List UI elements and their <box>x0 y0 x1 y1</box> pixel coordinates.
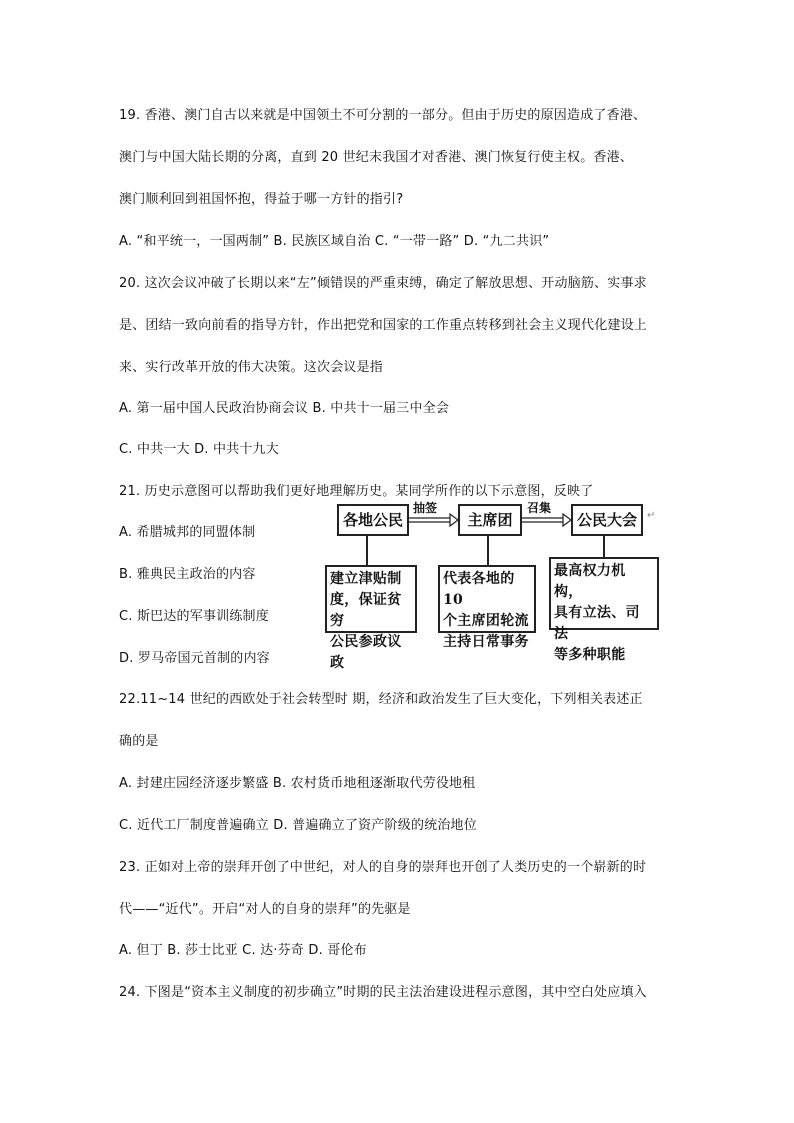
desc-2-line-2: 个主席团轮流 <box>443 613 529 629</box>
box-assembly: 公民大会 <box>571 504 643 536</box>
q19-options: A. “和平统一，一国两制” B. 民族区域自治 C. “一带一路” D. “九二共识” <box>119 234 550 249</box>
q24-line-1: 24. 下图是“资本主义制度的初步确立”时期的民主法治建设进程示意图，其中空白处应填入 <box>119 985 647 1000</box>
q21-option-a: A. 希腊城邦的同盟体制 <box>119 525 256 540</box>
q23-line-1: 23. 正如对上帝的崇拜开创了中世纪，对人的自身的崇拜也开创了人类历史的一个崭新的时 <box>119 860 647 875</box>
q23-line-2: 代——“近代”。开启“对人的自身的崇拜”的先驱是 <box>119 902 411 917</box>
desc-box-2 <box>438 565 536 650</box>
desc-2-line-1: 代表各地的10 <box>443 571 515 608</box>
q22-line-2: 确的是 <box>119 734 159 749</box>
q19-line-3: 澳门顺利回到祖国怀抱，得益于哪一方针的指引? <box>119 192 404 207</box>
q21-option-d: D. 罗马帝国元首制的内容 <box>119 651 270 666</box>
q22-options-2: C. 近代工厂制度普遍确立 D. 普遍确立了资产阶级的统治地位 <box>119 818 477 833</box>
desc-3-line-2: 具有立法、司法 <box>554 605 640 642</box>
q21-diagram <box>325 501 665 671</box>
box-presidium: 主席团 <box>458 504 522 536</box>
q21-option-c: C. 斯巴达的军事训练制度 <box>119 609 269 624</box>
desc-1-line-3: 公民参政议政 <box>330 634 402 671</box>
q20-options-1: A. 第一届中国人民政治协商会议 B. 中共十一届三中全会 <box>119 401 450 416</box>
q22-line-1: 22.11~14 世纪的西欧处于社会转型时 期，经济和政治发生了巨大变化，下列相关表述正 <box>119 692 643 707</box>
q21-stem: 21. 历史示意图可以帮助我们更好地理解历史。某同学所作的以下示意图，反映了 <box>119 484 594 499</box>
arrow-label-convene: 召集 <box>527 501 552 515</box>
paragraph-mark: ↵ <box>647 510 656 521</box>
desc-3-line-1: 最高权力机构， <box>554 563 626 600</box>
desc-1-line-2: 度，保证贫穷 <box>330 592 402 629</box>
desc-3-line-3: 等多种职能 <box>554 647 626 663</box>
desc-box-1 <box>325 565 417 671</box>
q19-line-1: 19. 香港、澳门自古以来就是中国领土不可分割的一部分。但由于历史的原因造成了香港、 <box>119 108 647 123</box>
q23-options: A. 但丁 B. 莎士比亚 C. 达·芬奇 D. 哥伦布 <box>119 943 367 958</box>
desc-box-3 <box>549 557 659 663</box>
q20-line-3: 来、实行改革开放的伟大决策。这次会议是指 <box>119 360 384 375</box>
q20-line-1: 20. 这次会议冲破了长期以来“左”倾错误的严重束缚，确定了解放思想、开动脑筋、实事求 <box>119 276 647 291</box>
q22-options-1: A. 封建庄园经济逐步繁盛 B. 农村货币地租逐渐取代劳役地租 <box>119 776 476 791</box>
q21-option-b: B. 雅典民主政治的内容 <box>119 567 256 582</box>
q19-line-2: 澳门与中国大陆长期的分离，直到 20 世纪末我国才对香港、澳门恢复行使主权。香港、 <box>119 150 634 165</box>
q20-options-2: C. 中共一大 D. 中共十九大 <box>119 442 279 457</box>
desc-1-line-1: 建立津贴制 <box>330 571 402 587</box>
arrow-label-lottery: 抽签 <box>413 501 438 515</box>
box-citizens: 各地公民 <box>337 504 409 536</box>
desc-2-line-3: 主持日常事务 <box>443 634 529 650</box>
q20-line-2: 是、团结一致向前看的指导方针，作出把党和国家的工作重点转移到社会主义现代化建设上 <box>119 318 648 333</box>
